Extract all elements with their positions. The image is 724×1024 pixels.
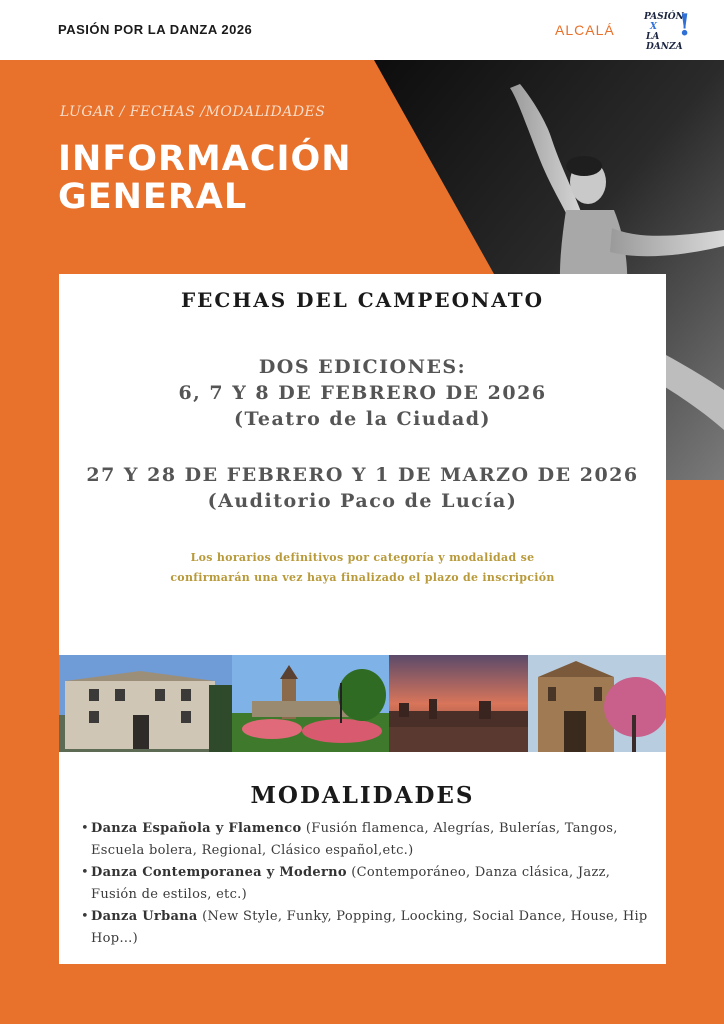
logo-line2: X [650, 22, 657, 32]
logo-exclamation-icon: ! [678, 8, 692, 43]
garden-tower-photo [232, 655, 389, 752]
editions-intro: DOS EDICIONES: [258, 356, 467, 378]
list-item [81, 906, 651, 950]
dates-heading: FECHAS DEL CAMPEONATO [180, 288, 545, 312]
hero-title [58, 140, 418, 216]
schedule-note-line2: confirmarán una vez haya finalizado el plazo de inscripción [170, 571, 555, 584]
edition2-venue: (Auditorio Paco de Lucía) [207, 490, 518, 512]
modality-name: Danza Urbana [91, 909, 198, 924]
list-item [81, 818, 651, 862]
modality-detail: (Fusión flamenca, Alegrías, Bulerías, Tangos, Escuela bolera, Regional, Clásico español,etc.) [91, 821, 618, 858]
schedule-note [99, 548, 626, 588]
university-facade-photo [59, 655, 232, 752]
info-card [59, 274, 666, 964]
list-item [81, 862, 651, 906]
edition1-dates: 6, 7 Y 8 DE FEBRERO DE 2026 [178, 382, 547, 404]
modality-name: Danza Contemporanea y Moderno [91, 865, 347, 880]
church-blossom-photo [528, 655, 666, 752]
city-sunset-photo [389, 655, 528, 752]
hero-title-line1: INFORMACIÓN [58, 139, 352, 179]
edition2-block [59, 462, 666, 514]
pasion-logo [642, 10, 690, 52]
city-name: ALCALÁ [555, 22, 615, 38]
modality-name: Danza Española y Flamenco [91, 821, 302, 836]
modalities-heading: MODALIDADES [250, 782, 475, 809]
brand-title: PASIÓN POR LA DANZA 2026 [58, 22, 253, 37]
modality-detail: (Contemporáneo, Danza clásica, Jazz, Fusión de estilos, etc.) [91, 865, 611, 902]
logo-line3: LA DANZA [646, 32, 683, 52]
logo-line1: PASIÓN [644, 12, 684, 22]
edition1-venue: (Teatro de la Ciudad) [233, 408, 492, 430]
schedule-note-line1: Los horarios definitivos por categoría y modalidad se [190, 551, 535, 564]
top-bar [0, 0, 724, 60]
photo-gallery [59, 655, 666, 752]
modality-detail: (New Style, Funky, Popping, Loocking, Social Dance, House, Hip Hop…) [91, 909, 648, 946]
modalities-list [81, 818, 651, 950]
edition2-dates: 27 Y 28 DE FEBRERO Y 1 DE MARZO DE 2026 [86, 464, 639, 486]
hero-title-line2: GENERAL [58, 177, 248, 217]
edition1-block [59, 354, 666, 432]
hero-subtitle: LUGAR / FECHAS /MODALIDADES [60, 104, 326, 120]
